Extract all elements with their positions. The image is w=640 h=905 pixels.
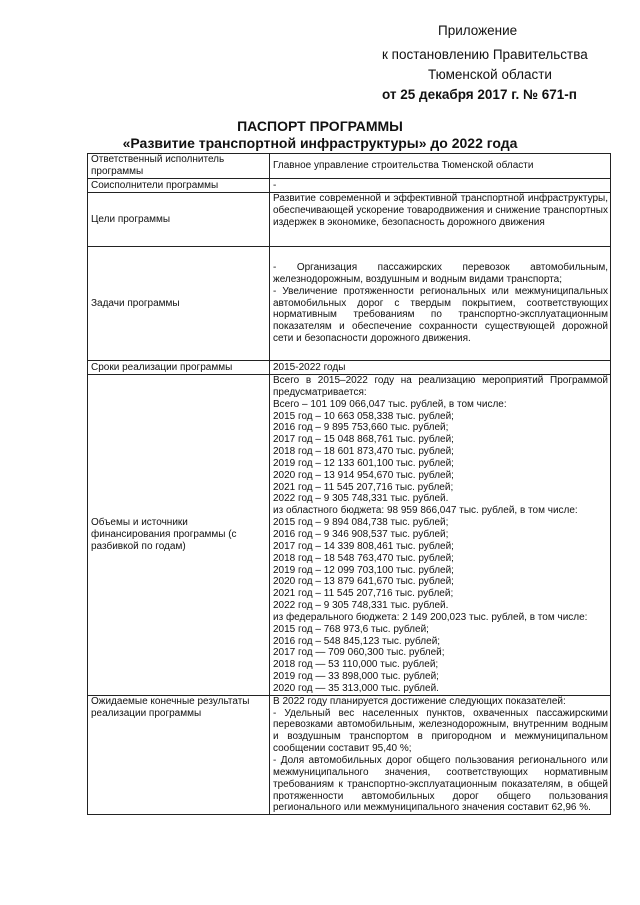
funding-year-line: 2016 год – 9 346 908,537 тыс. рублей; (273, 528, 449, 540)
row-label-tasks: Задачи программы (88, 247, 270, 361)
row-label-funding: Объемы и источники финансирования программы (с разбивкой по годам) (88, 375, 270, 696)
funding-year-line: 2015 год – 768 973,6 тыс. рублей; (273, 623, 429, 635)
table-row (88, 375, 611, 696)
funding-year-line: 2016 год – 548 845,123 тыс. рублей; (273, 635, 441, 647)
row-value-period: 2015-2022 годы (270, 361, 611, 375)
funding-total-line: Всего – 101 109 066,047 тыс. рублей, в том числе: (273, 398, 507, 410)
funding-year-line: 2015 год – 9 894 084,738 тыс. рублей; (273, 517, 449, 529)
row-label-period: Сроки реализации программы (88, 361, 270, 375)
document-title: ПАСПОРТ ПРОГРАММЫ (237, 118, 403, 134)
funding-year-line: 2020 год – 13 914 954,670 тыс. рублей; (273, 469, 454, 481)
funding-year-line: 2017 год – 15 048 868,761 тыс. рублей; (273, 434, 454, 446)
table-row (88, 193, 611, 247)
funding-year-line: 2019 год – 12 133 601,100 тыс. рублей; (273, 457, 454, 469)
table-row (88, 247, 611, 361)
funding-year-line: 2022 год – 9 305 748,331 тыс. рублей. (273, 493, 449, 505)
funding-regional-line: из областного бюджета: 98 959 866,047 тыс. рублей, в том числе: (273, 505, 578, 517)
result-item: - Удельный вес населенных пунктов, охваченных пассажирскими перевозками автомобильным, железнодорожным, внутренним водным и воздушным транспортом в пригородном и межмуниципальном сообщении составит 95,40 %; (273, 707, 608, 755)
funding-year-line: 2022 год – 9 305 748,331 тыс. рублей. (273, 600, 449, 612)
result-item: - Доля автомобильных дорог общего пользования регионального или межмуниципального значения, соответствующих нормативным требованиям к транспортно-эксплуатационным показателям, в общей протяженности автомобильных дорог общего пользования регионального или межмуниципального значения составит 62,96 %. (273, 755, 608, 814)
funding-year-line: 2019 год – 12 099 703,100 тыс. рублей; (273, 564, 454, 576)
passport-table (87, 153, 611, 815)
row-label-results: Ожидаемые конечные результаты реализации программы (88, 695, 270, 814)
row-value-funding (270, 375, 611, 696)
table-row (88, 154, 611, 179)
appendix-line-3: Тюменской области (428, 67, 552, 82)
task-item: - Увеличение протяженности региональных или межмуниципальных автомобильных дорог с твердым покрытием, соответствующих нормативным требованиям по транспортно-эксплуатационным показателям и обеспечение сохранности существующей дорожной сети и безопасности дорожного движения. (273, 285, 608, 345)
funding-year-line: 2017 год – 14 339 808,461 тыс. рублей; (273, 540, 454, 552)
funding-year-line: 2019 год — 33 898,000 тыс. рублей; (273, 671, 439, 683)
document-subtitle: «Развитие транспортной инфраструктуры» до 2022 года (122, 135, 518, 151)
funding-year-line: 2021 год – 11 545 207,716 тыс. рублей; (273, 481, 454, 493)
funding-year-line: 2018 год – 18 548 763,470 тыс. рублей; (273, 552, 454, 564)
appendix-line-4: от 25 декабря 2017 г. № 671-п (382, 87, 577, 102)
funding-year-line: 2017 год — 709 060,300 тыс. рублей; (273, 647, 445, 659)
funding-intro: Всего в 2015–2022 году на реализацию мероприятий Программой предусматривается: (273, 375, 608, 398)
row-label-goals: Цели программы (88, 193, 270, 247)
appendix-line-2: к постановлению Правительства (382, 47, 588, 62)
funding-year-line: 2016 год – 9 895 753,660 тыс. рублей; (273, 422, 449, 434)
funding-year-line: 2015 год – 10 663 058,338 тыс. рублей; (273, 410, 454, 422)
row-label-coexecutors: Соисполнители программы (88, 179, 270, 193)
table-row (88, 179, 611, 193)
funding-year-line: 2021 год – 11 545 207,716 тыс. рублей; (273, 588, 454, 600)
funding-year-line: 2018 год — 53 110,000 тыс. рублей; (273, 659, 439, 671)
row-value-coexecutors: - (270, 179, 611, 193)
row-value-tasks (270, 247, 611, 361)
row-value-executor: Главное управление строительства Тюменской области (270, 154, 611, 179)
funding-year-line: 2020 год — 35 313,000 тыс. рублей. (273, 682, 439, 694)
table-row (88, 361, 611, 375)
table-row (88, 695, 611, 814)
funding-federal-line: из федерального бюджета: 2 149 200,023 тыс. рублей, в том числе: (273, 611, 588, 623)
row-label-executor: Ответственный исполнитель программы (88, 154, 270, 179)
row-value-results (270, 695, 611, 814)
appendix-line-1: Приложение (438, 23, 518, 38)
row-value-goals: Развитие современной и эффективной транспортной инфраструктуры, обеспечивающей ускорение товародвижения и снижение транспортных издержек в экономике, безопасность дорожного движения (270, 193, 611, 247)
funding-year-line: 2018 год – 18 601 873,470 тыс. рублей; (273, 446, 454, 458)
results-intro: В 2022 году планируется достижение следующих показателей: (273, 695, 566, 707)
funding-year-line: 2020 год – 13 879 641,670 тыс. рублей; (273, 576, 454, 588)
task-item: - Организация пассажирских перевозок автомобильным, железнодорожным, воздушным и водным видами транспорта; (273, 262, 608, 285)
